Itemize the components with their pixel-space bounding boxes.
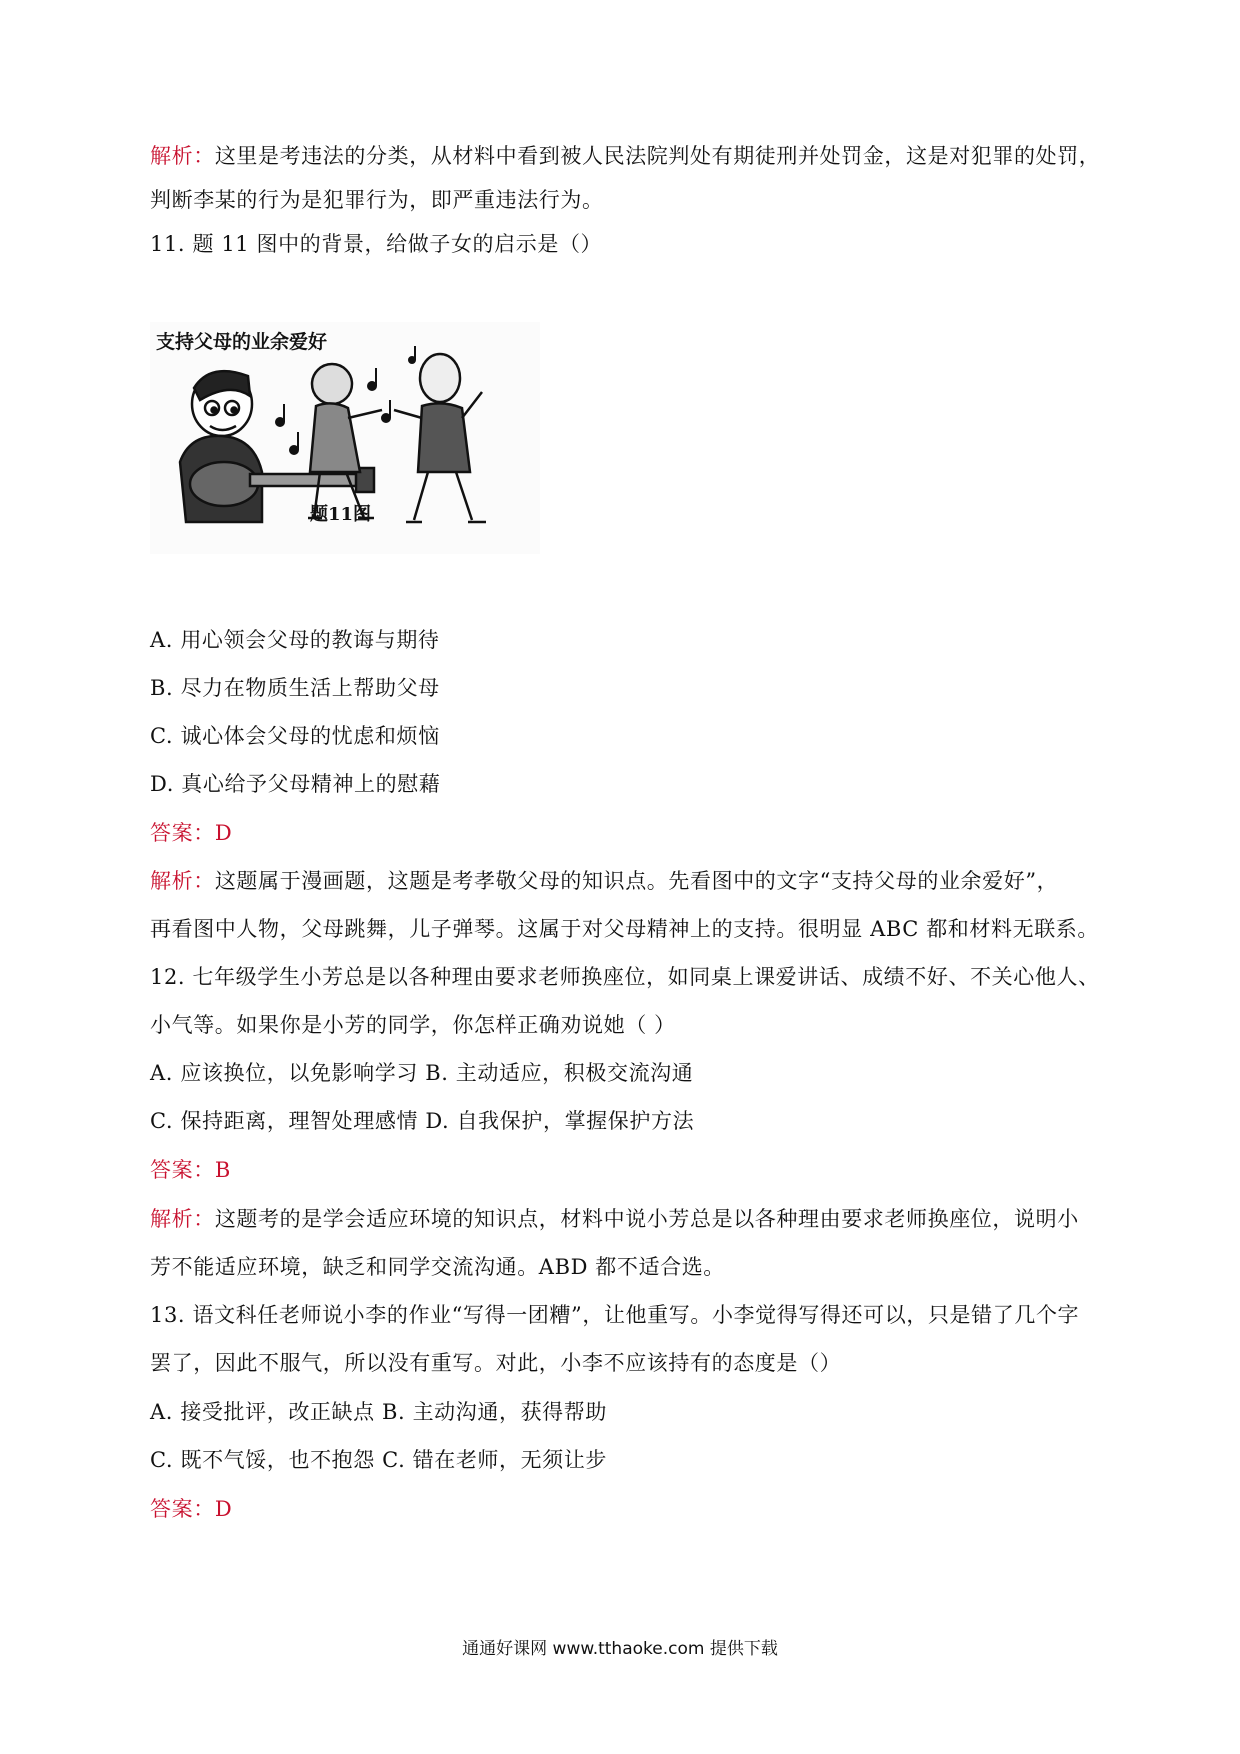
- father-dancing-drawing: [394, 354, 486, 522]
- question-11-option-d: D. 真心给予父母精神上的慰藉: [150, 772, 441, 796]
- question-11-option-c: C. 诚心体会父母的忧虑和烦恼: [150, 724, 440, 748]
- question-11-cartoon-figure: [150, 322, 540, 554]
- analysis-text: 这里是考违法的分类，从材料中看到被人民法院判处有期徒刑并处罚金，这是对犯罪的处罚，: [214, 144, 1101, 168]
- figure-caption-top: 支持父母的业余爱好: [156, 331, 328, 353]
- question-13-answer: [150, 1494, 1110, 1524]
- question-13-options-line-2: C. 既不气馁，也不抱怨 C. 错在老师，无须让步: [150, 1448, 608, 1472]
- answer-label: 答案：: [150, 1158, 215, 1182]
- question-11-answer: [150, 818, 1110, 848]
- question-11-stem: 11. 题 11 图中的背景，给做子女的启示是（）: [150, 232, 603, 256]
- question-11-analysis-line-1: [150, 866, 1110, 896]
- question-12-analysis-line-2: 芳不能适应环境，缺乏和同学交流沟通。ABD 都不适合选。: [150, 1255, 725, 1279]
- cartoon-illustration: [150, 322, 540, 554]
- question-13-options-line-1: A. 接受批评，改正缺点 B. 主动沟通，获得帮助: [150, 1400, 607, 1424]
- analysis-label: 解析：: [150, 1207, 215, 1231]
- question-12-answer: [150, 1155, 1110, 1185]
- question-13-stem-line-1: 13. 语文科任老师说小李的作业“写得一团糟”，让他重写。小李觉得写得还可以，只是错了几个字: [150, 1303, 1080, 1327]
- question-13-stem-line-2: 罢了，因此不服气，所以没有重写。对此，小李不应该持有的态度是（）: [150, 1351, 842, 1375]
- analysis-label: 解析：: [150, 869, 215, 893]
- page-footer: 通通好课网 www.tthaoke.com 提供下载: [462, 1639, 778, 1659]
- answer-label: 答案：: [150, 1497, 215, 1521]
- analysis-prev-line-2: 判断李某的行为是犯罪行为，即严重违法行为。: [150, 188, 604, 212]
- analysis-text: 这题属于漫画题，这题是考孝敬父母的知识点。先看图中的文字“支持父母的业余爱好”，: [214, 869, 1059, 893]
- question-11-analysis-line-2: 再看图中人物，父母跳舞，儿子弹琴。这属于对父母精神上的支持。很明显 ABC 都和材料无联系。: [150, 917, 1100, 941]
- question-12-stem-line-2: 小气等。如果你是小芳的同学，你怎样正确劝说她（ ）: [150, 1013, 676, 1037]
- analysis-prev-line-1: [150, 141, 1110, 171]
- question-12-analysis-line-1: [150, 1204, 1110, 1234]
- analysis-label: 解析：: [150, 144, 215, 168]
- analysis-text: 这题考的是学会适应环境的知识点，材料中说小芳总是以各种理由要求老师换座位，说明小: [214, 1207, 1079, 1231]
- question-11-option-b: B. 尽力在物质生活上帮助父母: [150, 676, 440, 700]
- question-12-stem-line-1: 12. 七年级学生小芳总是以各种理由要求老师换座位，如同桌上课爱讲话、成绩不好、不关心他人、: [150, 965, 1100, 989]
- question-11-option-a: A. 用心领会父母的教诲与期待: [150, 628, 440, 652]
- figure-caption-bottom: 题11图: [310, 504, 372, 525]
- question-12-options-line-2: C. 保持距离，理智处理感情 D. 自我保护，掌握保护方法: [150, 1109, 695, 1133]
- answer-value: B: [214, 1158, 231, 1182]
- question-12-options-line-1: A. 应该换位，以免影响学习 B. 主动适应，积极交流沟通: [150, 1061, 694, 1085]
- answer-value: D: [214, 821, 233, 845]
- answer-label: 答案：: [150, 821, 215, 845]
- answer-value: D: [214, 1497, 233, 1521]
